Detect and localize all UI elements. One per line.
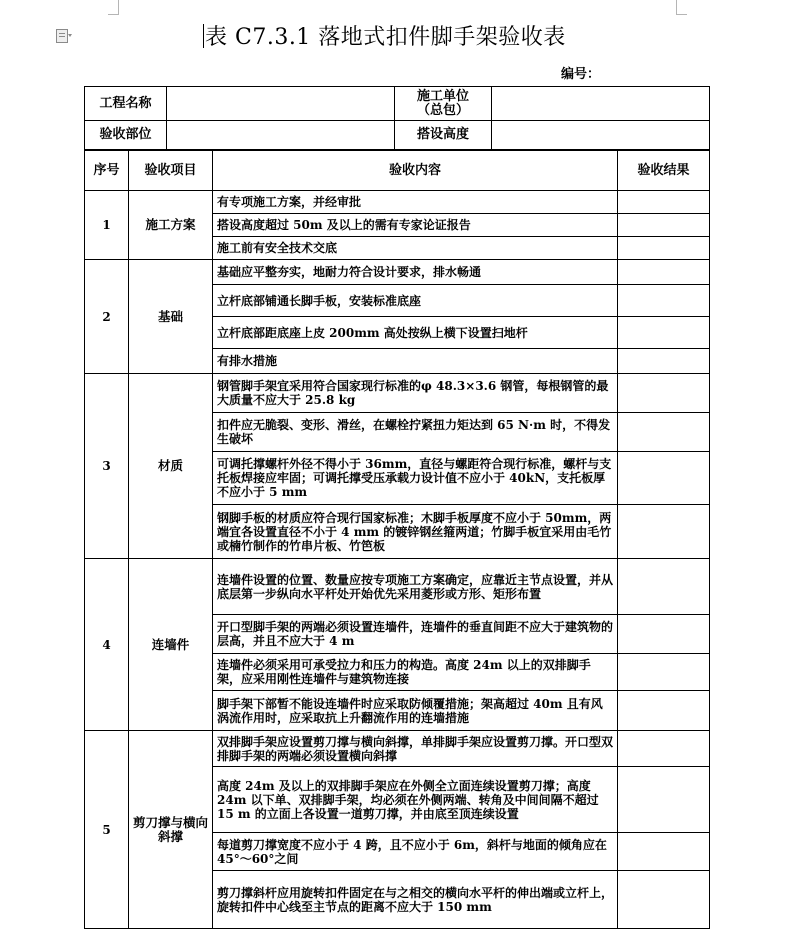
document-title[interactable] (203, 20, 566, 51)
header-row-project (85, 87, 710, 121)
dropdown-caret-icon[interactable] (68, 34, 72, 37)
seq-cell: 3 (85, 374, 129, 559)
result-cell[interactable] (618, 654, 710, 691)
result-cell[interactable] (618, 237, 710, 260)
page-corner-mark-left (108, 0, 119, 15)
number-label: 编号： (561, 67, 601, 82)
content-cell: 基础应平整夯实，地耐力符合设计要求，排水畅通 (213, 260, 618, 285)
result-cell[interactable] (618, 413, 710, 452)
content-cell: 脚手架下部暂不能设连墙件时应采取防倾覆措施；架高超过 40m 且有风涡流作用时，应采取抗上升翻流作用的连墙措施 (213, 691, 618, 731)
result-cell[interactable] (618, 285, 710, 317)
result-cell[interactable] (618, 214, 710, 237)
text-cursor (203, 24, 204, 48)
result-cell[interactable] (618, 260, 710, 285)
item-cell: 施工方案 (129, 191, 213, 260)
table-row (85, 731, 710, 767)
result-cell[interactable] (618, 691, 710, 731)
seq-cell: 5 (85, 731, 129, 929)
result-cell[interactable] (618, 191, 710, 214)
content-cell: 钢脚手板的材质应符合现行国家标准；木脚手板厚度不应小于 50mm，两端宜各设置直径不小于 4 mm 的镀锌钢丝箍两道；竹脚手板宜采用由毛竹或楠竹制作的竹串片板、竹笆板 (213, 505, 618, 559)
table-row (85, 191, 710, 214)
result-cell[interactable] (618, 615, 710, 654)
content-cell: 开口型脚手架的两端必须设置连墙件，连墙件的垂直间距不应大于建筑物的层高，并且不应大于 4 m (213, 615, 618, 654)
content-cell: 扣件应无脆裂、变形、滑丝，在螺栓拧紧扭力矩达到 65 N·m 时，不得发生破坏 (213, 413, 618, 452)
table-row (85, 374, 710, 413)
content-cell: 有专项施工方案，并经审批 (213, 191, 618, 214)
content-cell: 连墙件必须采用可承受拉力和压力的构造。高度 24m 以上的双排脚手架，应采用刚性连墙件与建筑物连接 (213, 654, 618, 691)
item-cell: 基础 (129, 260, 213, 374)
result-cell[interactable] (618, 833, 710, 871)
page-corner-mark-right (676, 0, 687, 15)
project-name-value[interactable] (167, 87, 395, 121)
result-cell[interactable] (618, 767, 710, 833)
column-header-row (85, 151, 710, 191)
column-header-content: 验收内容 (213, 151, 618, 191)
inspection-part-label: 验收部位 (85, 121, 167, 150)
construction-unit-label-line1: 施工单位 (416, 88, 469, 104)
result-cell[interactable] (618, 317, 710, 349)
result-cell[interactable] (618, 505, 710, 559)
result-cell[interactable] (618, 452, 710, 505)
item-cell: 连墙件 (129, 559, 213, 731)
content-cell: 钢管脚手架宜采用符合国家现行标准的φ 48.3×3.6 钢管，每根钢管的最大质量不应大于 25.8 kg (213, 374, 618, 413)
construction-unit-label (395, 87, 492, 121)
content-cell: 立杆底部铺通长脚手板，安装标准底座 (213, 285, 618, 317)
result-cell[interactable] (618, 559, 710, 615)
erection-height-value[interactable] (492, 121, 710, 150)
column-header-seq: 序号 (85, 151, 129, 191)
document-icon[interactable] (56, 29, 68, 43)
seq-cell: 2 (85, 260, 129, 374)
content-cell: 立杆底部距底座上皮 200mm 高处按纵上横下设置扫地杆 (213, 317, 618, 349)
content-cell: 双排脚手架应设置剪刀撑与横向斜撑，单排脚手架应设置剪刀撑。开口型双排脚手架的两端必须设置横向斜撑 (213, 731, 618, 767)
content-cell: 可调托撑螺杆外径不得小于 36mm，直径与螺距符合现行标准，螺杆与支托板焊接应牢固；可调托撑受压承载力设计值不应小于 40kN，支托板厚不应小于 5 mm (213, 452, 618, 505)
inspection-part-value[interactable] (167, 121, 395, 150)
content-cell: 有排水措施 (213, 349, 618, 374)
erection-height-label: 搭设高度 (395, 121, 492, 150)
content-cell: 连墙件设置的位置、数量应按专项施工方案确定，应靠近主节点设置，并从底层第一步纵向水平杆处开始优先采用菱形或方形、矩形布置 (213, 559, 618, 615)
title-text: 表 C7.3.1 落地式扣件脚手架验收表 (205, 25, 566, 50)
result-cell[interactable] (618, 349, 710, 374)
construction-unit-value[interactable] (492, 87, 710, 121)
project-name-label: 工程名称 (85, 87, 167, 121)
content-cell: 施工前有安全技术交底 (213, 237, 618, 260)
item-cell: 材质 (129, 374, 213, 559)
content-cell: 剪刀撑斜杆应用旋转扣件固定在与之相交的横向水平杆的伸出端或立杆上，旋转扣件中心线至主节点的距离不应大于 150 mm (213, 871, 618, 929)
table-row (85, 559, 710, 615)
result-cell[interactable] (618, 871, 710, 929)
column-header-result: 验收结果 (618, 151, 710, 191)
seq-cell: 4 (85, 559, 129, 731)
result-cell[interactable] (618, 731, 710, 767)
content-cell: 高度 24m 及以上的双排脚手架应在外侧全立面连续设置剪刀撑；高度 24m 以下单、双排脚手架，均必须在外侧两端、转角及中间间隔不超过 15 m 的立面上各设置一道剪刀撑，并由底至顶连续设置 (213, 767, 618, 833)
item-cell: 剪刀撑与横向斜撑 (129, 731, 213, 929)
column-header-item: 验收项目 (129, 151, 213, 191)
construction-unit-label-line2: （总包） (416, 102, 469, 118)
content-cell: 每道剪刀撑宽度不应小于 4 跨，且不应小于 6m，斜杆与地面的倾角应在 45°～60°之间 (213, 833, 618, 871)
inspection-table (84, 150, 710, 929)
header-info-table (84, 86, 710, 150)
content-cell: 搭设高度超过 50m 及以上的需有专家论证报告 (213, 214, 618, 237)
table-row (85, 260, 710, 285)
result-cell[interactable] (618, 374, 710, 413)
seq-cell: 1 (85, 191, 129, 260)
header-row-inspection (85, 121, 710, 150)
